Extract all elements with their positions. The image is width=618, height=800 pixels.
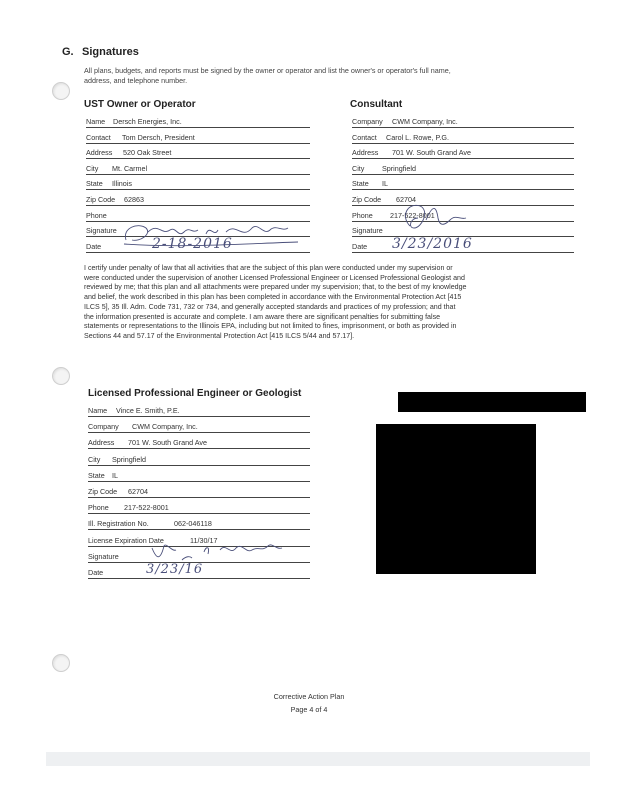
consultant-field-company — [352, 115, 574, 128]
consultant-field-label: State — [352, 179, 369, 189]
owner-field-address — [86, 146, 310, 159]
engineer-field-state — [88, 469, 310, 482]
consultant-field-label: Address — [352, 148, 379, 158]
owner-handwritten-date: 2-18-2016 — [152, 236, 233, 252]
owner-field-label: Date — [86, 241, 102, 251]
owner-field-label: Signature — [86, 226, 117, 236]
owner-field-contact — [86, 131, 310, 144]
punch-hole-middle — [52, 367, 70, 385]
punch-hole-bottom — [52, 654, 70, 672]
consultant-heading: Consultant — [350, 99, 403, 110]
engineer-field-value: 217-522-8001 — [124, 503, 169, 513]
engineer-field-value: IL — [112, 470, 118, 480]
engineer-field-label: Address — [88, 438, 115, 448]
owner-field-label: Contact — [86, 132, 111, 142]
consultant-field-value: CWM Company, Inc. — [392, 117, 458, 126]
intro-line-1: All plans, budgets, and reports must be signed by the owner or operator and list the owner's or operator's full name, — [84, 66, 451, 75]
engineer-field-company — [88, 420, 310, 433]
engineer-field-label: Zip Code — [88, 487, 118, 496]
engineer-field-label: State — [88, 470, 105, 480]
consultant-field-value: Carol L. Rowe, P.G. — [386, 132, 449, 142]
engineer-field-value: 11/30/17 — [190, 535, 218, 545]
engineer-field-ill-registration-no- — [88, 517, 310, 530]
engineer-field-name — [88, 404, 310, 417]
engineer-field-value: Vince E. Smith, P.E. — [116, 406, 180, 415]
engineer-field-label: License Expiration Date — [88, 535, 164, 545]
consultant-field-state — [352, 177, 574, 190]
consultant-field-label: Signature — [352, 226, 383, 236]
redaction-box-seal-label — [398, 392, 586, 412]
owner-field-state — [86, 177, 310, 190]
consultant-field-contact — [352, 131, 574, 144]
engineer-field-value: 62704 — [128, 487, 148, 496]
engineer-field-label: City — [88, 454, 101, 464]
engineer-heading: Licensed Professional Engineer or Geologist — [88, 388, 302, 399]
engineer-field-label: Ill. Registration No. — [88, 519, 149, 529]
consultant-handwritten-date: 3/23/2016 — [392, 236, 473, 252]
bottom-scan-bar — [46, 752, 590, 766]
consultant-field-city — [352, 162, 574, 175]
engineer-field-label: Signature — [88, 551, 119, 561]
engineer-field-city — [88, 453, 310, 466]
owner-field-label: Name — [86, 117, 106, 126]
consultant-field-label: City — [352, 163, 365, 173]
owner-field-value: 62863 — [124, 195, 144, 204]
intro-text — [84, 66, 564, 86]
section-letter: G. — [62, 46, 74, 58]
owner-field-value: Illinois — [112, 179, 132, 189]
owner-field-label: Zip Code — [86, 195, 116, 204]
certification-text — [84, 264, 589, 342]
owner-field-label: State — [86, 179, 103, 189]
cert-line-3: reviewed by me; that this plan and all attachments were prepared under my supervision; that, to the best of my knowledge — [84, 283, 467, 292]
engineer-field-address — [88, 436, 310, 449]
owner-field-value: Tom Dersch, President — [122, 132, 195, 142]
cert-line-1: I certify under penalty of law that all activities that are the subject of this plan were conducted under my supervision or — [84, 264, 453, 272]
redaction-box-seal — [376, 424, 536, 574]
engineer-handwritten-date: 3/23/16 — [146, 562, 204, 577]
owner-field-city — [86, 162, 310, 175]
cert-line-4: and belief, the work described in this plan has been completed in accordance with the Environmental Protection Act [415 — [84, 293, 462, 302]
cert-line-5: ILCS 5], 35 Ill. Adm. Code 731, 732 or 734, and generally accepted standards and practices of my profession; and that — [84, 302, 456, 311]
consultant-field-value: 217-522-8001 — [390, 210, 435, 220]
consultant-field-value: 701 W. South Grand Ave — [392, 148, 471, 158]
consultant-field-label: Contact — [352, 132, 377, 142]
owner-field-value: Dersch Energies, Inc. — [113, 117, 182, 126]
section-title: Signatures — [82, 46, 139, 58]
consultant-field-label: Company — [352, 117, 383, 126]
engineer-field-label: Name — [88, 406, 108, 415]
engineer-field-label: Date — [88, 568, 104, 577]
cert-line-6: the information presented is accurate and complete. I am aware there are significant penalties for submitting false — [84, 312, 441, 321]
engineer-field-value: CWM Company, Inc. — [132, 422, 198, 432]
footer-page-number: Page 4 of 4 — [290, 705, 328, 714]
engineer-field-value: Springfield — [112, 454, 146, 464]
consultant-field-address — [352, 146, 574, 159]
consultant-field-value: 62704 — [396, 195, 416, 204]
owner-field-value: 520 Oak Street — [123, 148, 172, 158]
cert-line-2: were conducted under the supervision of another Licensed Professional Engineer or Licensed Professional Geologist and — [84, 273, 465, 282]
engineer-field-phone — [88, 501, 310, 514]
engineer-field-value: 701 W. South Grand Ave — [128, 438, 207, 448]
consultant-field-value: Springfield — [382, 163, 416, 173]
owner-field-name — [86, 115, 310, 128]
owner-field-value: Mt. Carmel — [112, 163, 148, 173]
owner-field-label: Phone — [86, 210, 107, 220]
consultant-field-label: Phone — [352, 210, 373, 220]
punch-hole-top — [52, 82, 70, 100]
cert-line-7: statements or representations to the Illinois EPA, including but not limited to fines, imprisonment, or both as provided in — [84, 322, 457, 331]
owner-field-label: City — [86, 163, 99, 173]
engineer-field-label: Phone — [88, 503, 109, 513]
owner-field-label: Address — [86, 148, 113, 158]
cert-line-8: Sections 44 and 57.17 of the Environmental Protection Act [415 ILCS 5/44 and 57.17]. — [84, 331, 355, 340]
consultant-field-label: Date — [352, 241, 368, 251]
consultant-field-value: IL — [382, 179, 388, 189]
engineer-field-zip-code — [88, 485, 310, 498]
consultant-field-label: Zip Code — [352, 195, 382, 204]
intro-line-2: address, and telephone number. — [84, 76, 188, 85]
footer-doc-title: Corrective Action Plan — [273, 692, 345, 701]
owner-heading: UST Owner or Operator — [84, 99, 196, 110]
owner-field-zip-code — [86, 193, 310, 206]
engineer-field-label: Company — [88, 422, 119, 432]
engineer-field-value: 062-046118 — [174, 519, 212, 529]
